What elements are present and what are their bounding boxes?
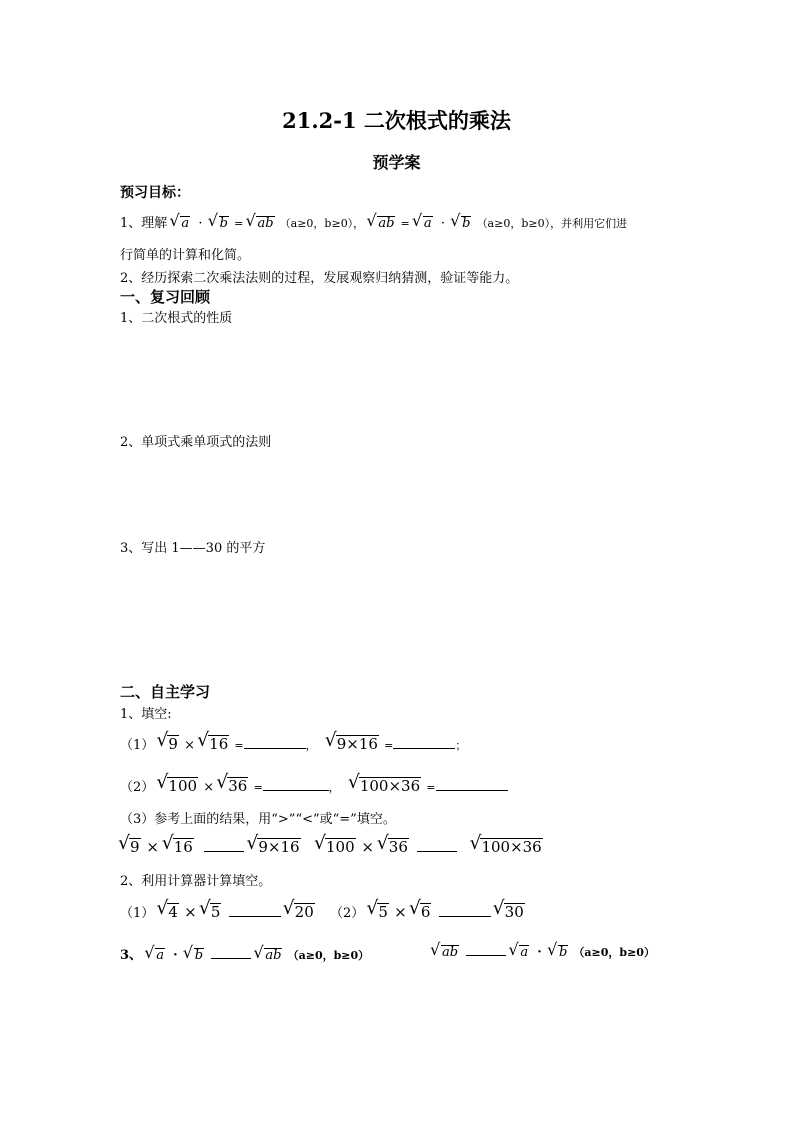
review-heading: 一、复习回顾 [120,288,211,306]
sqrt-b: √ b [549,945,568,961]
question-3-row-1 [120,944,369,964]
eq-op-3: = [234,739,244,752]
comma-sep: ， [328,781,340,794]
page-title: 21.2-1 二次根式的乘法 [282,108,511,133]
review-question-2: 2、单项式乘单项式的法则 [120,435,272,450]
fill-title: 1、填空: [120,707,172,722]
times-op: × [203,780,215,795]
review-question-1: 1、二次根式的性质 [120,311,233,326]
compare-row-2 [316,838,544,856]
sqrt-9: √ 9 [158,735,179,753]
sqrt-ab: √ ab [432,945,459,961]
eq-op-6: = [426,781,436,794]
compare-blank[interactable] [466,954,506,956]
sqrt-a: √ a [510,945,529,961]
dot-op: · [173,948,178,963]
review-question-3: 3、写出 1——30 的平方 [120,541,266,556]
condition-text: （a≥0，b≥0） [573,946,655,959]
times-op: × [184,903,197,921]
sqrt-5: √ 5 [368,903,389,921]
answer-blank[interactable] [244,747,306,749]
goal-1-prefix: 1、理解 [120,216,168,231]
sqrt-20: √ 20 [285,903,315,921]
goal-1-cond-2: （a≥0，b≥0），并利用它们进 [476,217,628,230]
page-subtitle: 预学案 [372,153,421,172]
comma-sep: ， [305,739,317,752]
sqrt-ab: √ ab [255,948,282,964]
sqrt-9x16: √ 9×16 [327,735,379,753]
sqrt-36: √ 36 [218,777,248,795]
sqrt-ab-2: √ ab [368,216,395,232]
sqrt-100x36: √ 100×36 [350,777,421,795]
eq-op-4: = [384,739,394,752]
goal-item-2: 2、经历探索二次乘法法则的过程，发展观察归纳猜测，验证等能力。 [120,271,519,286]
goal-item-1 [120,212,627,232]
sqrt-16: √ 16 [199,735,229,753]
times-op: × [394,903,407,921]
sqrt-36: √ 36 [379,838,409,856]
sqrt-4: √ 4 [158,903,179,921]
eq-op-5: = [253,781,263,794]
goal-1-continuation: 行简单的计算和化简。 [120,248,251,263]
dot-op-2: · [440,216,445,231]
question-3-row-2 [432,944,655,961]
fill-problem-1 [120,734,466,753]
compare-blank[interactable] [211,957,251,959]
sqrt-b: √ b [185,948,204,964]
answer-blank[interactable] [393,747,455,749]
times-op: × [184,738,196,753]
condition-text: （a≥0，b≥0） [287,949,370,962]
question-3-label: 3、 [120,948,143,963]
compare-blank[interactable] [204,850,244,852]
compare-instruction: （3）参考上面的结果，用“>”“<”或“=”填空。 [120,812,396,827]
fill-problem-2 [120,776,508,795]
times-op: × [146,838,159,856]
eq-op-2: = [400,217,410,230]
calc-problem-2 [330,902,526,921]
calc-1-label: （1） [120,906,155,921]
fill-2-label: （2） [120,780,155,795]
calc-2-label: （2） [330,906,365,921]
compare-blank[interactable] [417,850,457,852]
answer-blank[interactable] [263,789,329,791]
sqrt-100x36: √ 100×36 [471,838,542,856]
self-study-heading: 二、自主学习 [120,683,211,701]
sqrt-9: √ 9 [120,838,141,856]
goal-1-cond-1: （a≥0，b≥0）， [279,217,365,230]
sqrt-5: √ 5 [201,903,222,921]
goals-heading: 预习目标： [120,185,190,201]
dot-op: · [198,216,203,231]
sqrt-a-2: √ a [414,216,433,232]
sqrt-100: √ 100 [158,777,198,795]
sqrt-b-2: √ b [452,216,471,232]
semicolon-sep: ； [455,739,467,752]
calc-blank[interactable] [439,915,491,917]
calc-problem-1 [120,902,316,921]
sqrt-ab: √ ab [247,216,274,232]
compare-row-1 [120,838,302,856]
sqrt-6: √ 6 [411,903,432,921]
eq-op: = [234,217,244,230]
sqrt-a: √ a [171,216,190,232]
fill-1-label: （1） [120,738,155,753]
sqrt-a: √ a [146,948,165,964]
sqrt-30: √ 30 [495,903,525,921]
calculator-title: 2、利用计算器计算填空。 [120,874,272,889]
sqrt-100: √ 100 [316,838,356,856]
answer-blank[interactable] [436,789,508,791]
dot-op: · [537,945,542,960]
sqrt-9x16: √ 9×16 [248,838,300,856]
calc-blank[interactable] [229,915,281,917]
sqrt-16: √ 16 [164,838,194,856]
sqrt-b: √ b [210,216,229,232]
times-op: × [361,838,374,856]
